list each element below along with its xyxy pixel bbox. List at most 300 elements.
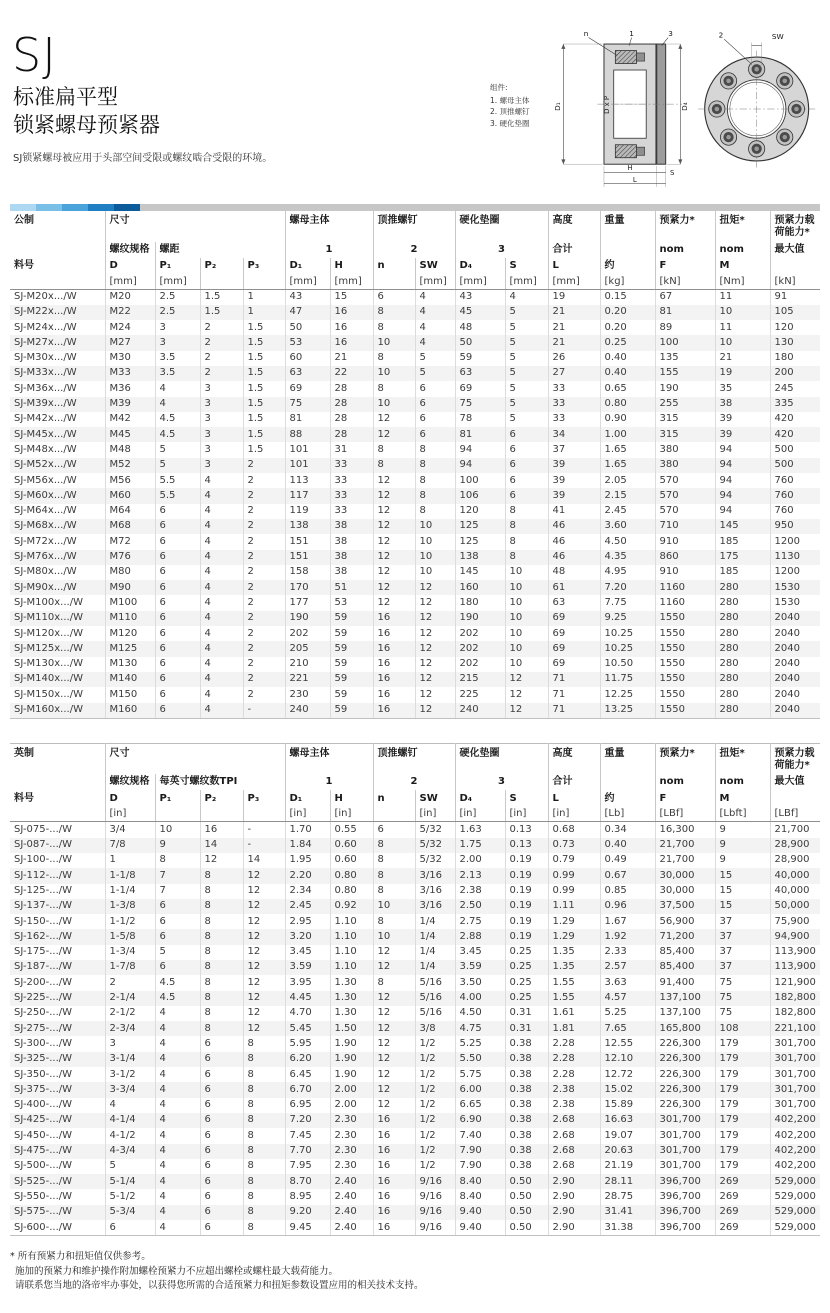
value-cell: 12 — [373, 1052, 415, 1067]
col-group-jackbolt: 顶推螺钉 — [373, 743, 455, 774]
subhead-preload-nom: nom — [655, 774, 715, 790]
value-cell: 12 — [415, 672, 455, 687]
value-cell: 8 — [373, 442, 415, 457]
value-cell: 106 — [455, 488, 505, 503]
value-cell: 6 — [415, 412, 455, 427]
value-cell: 0.25 — [505, 975, 548, 990]
value-cell: 16 — [330, 335, 373, 350]
table-row — [10, 853, 820, 868]
value-cell: 22 — [330, 366, 373, 381]
value-cell: 6 — [155, 899, 200, 914]
value-cell: 34 — [548, 427, 600, 442]
value-cell: 10 — [505, 626, 548, 641]
value-cell: 53 — [330, 595, 373, 610]
value-cell: 0.38 — [505, 1144, 548, 1159]
value-cell: 0.25 — [505, 991, 548, 1006]
table-row — [10, 991, 820, 1006]
part-number-cell: SJ-300-.../W — [10, 1036, 105, 1051]
value-cell: M42 — [105, 412, 155, 427]
subhead-max: 最大值 — [774, 243, 805, 255]
value-cell: 12 — [243, 945, 285, 960]
value-cell: 1.61 — [548, 1006, 600, 1021]
value-cell: 6 — [155, 960, 200, 975]
value-cell: 301,700 — [655, 1144, 715, 1159]
value-cell: 4 — [200, 473, 243, 488]
value-cell: 6.90 — [455, 1113, 505, 1128]
value-cell: 3.50 — [455, 975, 505, 990]
table-row — [10, 1189, 820, 1204]
symbol-H: H — [330, 790, 373, 806]
value-cell: 60 — [285, 351, 330, 366]
value-cell: 5/32 — [415, 853, 455, 868]
value-cell: 4 — [200, 611, 243, 626]
unit-cell: [Nm] — [715, 274, 770, 290]
unit-cell: [kN] — [655, 274, 715, 290]
value-cell: 15 — [715, 868, 770, 883]
part-number-header: 料号 — [10, 258, 105, 274]
symbol-D: D — [105, 258, 155, 274]
value-cell: 2.68 — [548, 1128, 600, 1143]
value-cell: 1.5 — [243, 412, 285, 427]
value-cell: 26 — [548, 351, 600, 366]
value-cell: 28,900 — [774, 854, 810, 866]
value-cell: 3 — [155, 335, 200, 350]
value-cell: 1200 — [774, 535, 800, 547]
value-cell: 2.00 — [330, 1098, 373, 1113]
value-cell: 12 — [505, 703, 548, 719]
value-cell: 3 — [200, 381, 243, 396]
value-cell: 59 — [330, 657, 373, 672]
unit-cell — [373, 806, 415, 822]
value-cell: 200 — [774, 367, 794, 379]
value-cell: 4 — [155, 1082, 200, 1097]
value-cell: 75 — [285, 397, 330, 412]
value-cell: 7/8 — [105, 838, 155, 853]
value-cell: 6 — [200, 1113, 243, 1128]
value-cell: 94,900 — [774, 930, 810, 942]
table-row — [10, 412, 820, 427]
value-cell: 10 — [415, 519, 455, 534]
value-cell: 0.38 — [505, 1128, 548, 1143]
value-cell: 9.40 — [455, 1205, 505, 1220]
value-cell: 2-1/4 — [105, 991, 155, 1006]
value-cell: 10 — [373, 397, 415, 412]
table-row — [10, 595, 820, 610]
value-cell: 0.13 — [505, 838, 548, 853]
value-cell: 119 — [285, 504, 330, 519]
subhead-washer-no: 3 — [455, 242, 548, 258]
symbol-approx: 约 — [600, 790, 655, 806]
value-cell: 2.05 — [600, 473, 655, 488]
value-cell: 2.28 — [548, 1052, 600, 1067]
value-cell: 138 — [455, 550, 505, 565]
value-cell: 21 — [548, 320, 600, 335]
value-cell: 69 — [285, 381, 330, 396]
col-group-preload: 预紧力* — [655, 211, 715, 242]
value-cell: 71 — [548, 672, 600, 687]
value-cell: 1.30 — [330, 991, 373, 1006]
footnote-line: * 所有预紧力和扭矩值仅供参考。 — [10, 1251, 151, 1263]
subhead-screw-no: 2 — [373, 774, 455, 790]
symbol-D4: D₄ — [455, 258, 505, 274]
part-number-cell: SJ-M100x.../W — [10, 595, 105, 610]
value-cell: 50,000 — [774, 900, 810, 912]
part-number-cell: SJ-M20x.../W — [10, 289, 105, 305]
part-number-cell: SJ-125-.../W — [10, 884, 105, 899]
col-group-size: 尺寸 — [105, 743, 285, 774]
value-cell: 113,900 — [774, 961, 816, 973]
value-cell: 12 — [373, 473, 415, 488]
value-cell: 4 — [200, 550, 243, 565]
unit-cell: [mm] — [285, 274, 330, 290]
col-group-size: 尺寸 — [105, 211, 285, 242]
part-number-cell: SJ-325-.../W — [10, 1052, 105, 1067]
legend-item: 3. 硬化垫圈 — [490, 118, 530, 128]
table-row — [10, 914, 820, 929]
value-cell: 8 — [200, 960, 243, 975]
value-cell: 179 — [715, 1144, 770, 1159]
value-cell: 16 — [330, 320, 373, 335]
value-cell: M160 — [105, 703, 155, 719]
value-cell: 1.10 — [330, 929, 373, 944]
value-cell: 5 — [505, 320, 548, 335]
value-cell: 4 — [155, 1021, 200, 1036]
value-cell: 3/16 — [415, 884, 455, 899]
value-cell: 4 — [155, 1128, 200, 1143]
value-cell: 0.19 — [505, 914, 548, 929]
value-cell: 1/2 — [415, 1113, 455, 1128]
value-cell: 12 — [243, 929, 285, 944]
value-cell: 6 — [200, 1128, 243, 1143]
value-cell: 9.40 — [455, 1220, 505, 1236]
value-cell: 280 — [715, 611, 770, 626]
value-cell: 71 — [548, 687, 600, 702]
value-cell: 151 — [285, 534, 330, 549]
value-cell: 301,700 — [655, 1113, 715, 1128]
value-cell: 2 — [243, 641, 285, 656]
value-cell: 8 — [415, 442, 455, 457]
value-cell: 1130 — [774, 551, 800, 563]
part-number-cell: SJ-M60x.../W — [10, 488, 105, 503]
value-cell: 2.5 — [155, 305, 200, 320]
value-cell: 1.29 — [548, 914, 600, 929]
legend-item: 2. 顶推螺钉 — [490, 107, 530, 117]
subhead-max: 最大值 — [774, 776, 805, 788]
table-row — [10, 1098, 820, 1113]
value-cell: - — [243, 703, 285, 719]
value-cell: 94 — [715, 504, 770, 519]
value-cell: 39 — [548, 488, 600, 503]
value-cell: 10 — [373, 366, 415, 381]
part-number-cell: SJ-M72x.../W — [10, 534, 105, 549]
value-cell: 2.28 — [548, 1067, 600, 1082]
unit-cell — [200, 806, 243, 822]
value-cell: 4.5 — [155, 427, 200, 442]
part-number-cell: SJ-M160x.../W — [10, 703, 105, 719]
value-cell: 6 — [155, 626, 200, 641]
dim-d4-label: D₄ — [679, 102, 689, 111]
callout-1-label: 1 — [629, 28, 634, 38]
value-cell: 6 — [505, 458, 548, 473]
unit-cell: [mm] — [415, 274, 455, 290]
value-cell: 8 — [373, 458, 415, 473]
value-cell: 4 — [155, 1220, 200, 1236]
value-cell: 3 — [105, 1036, 155, 1051]
symbol-S: S — [505, 258, 548, 274]
value-cell: 12 — [415, 626, 455, 641]
value-cell: 396,700 — [655, 1174, 715, 1189]
value-cell: 1/2 — [415, 1128, 455, 1143]
value-cell: 39 — [715, 427, 770, 442]
value-cell: M27 — [105, 335, 155, 350]
value-cell: 28,900 — [774, 839, 810, 851]
value-cell: 51 — [330, 580, 373, 595]
value-cell: 0.60 — [330, 838, 373, 853]
value-cell: 1.50 — [330, 1021, 373, 1036]
value-cell: 13.25 — [600, 703, 655, 719]
value-cell: 1.55 — [548, 975, 600, 990]
value-cell: 48 — [455, 320, 505, 335]
value-cell: 2 — [105, 975, 155, 990]
part-number-cell: SJ-162-.../W — [10, 929, 105, 944]
table-row — [10, 565, 820, 580]
part-number-cell: SJ-550-.../W — [10, 1189, 105, 1204]
value-cell: 190 — [655, 381, 715, 396]
value-cell: 125 — [455, 534, 505, 549]
value-cell: 240 — [285, 703, 330, 719]
value-cell: 15.02 — [600, 1082, 655, 1097]
symbol-L: L — [548, 790, 600, 806]
value-cell: 11 — [715, 289, 770, 305]
value-cell: 8 — [415, 488, 455, 503]
value-cell: 301,700 — [655, 1128, 715, 1143]
value-cell: 15 — [715, 899, 770, 914]
value-cell: 12 — [200, 853, 243, 868]
value-cell: 1.35 — [548, 960, 600, 975]
value-cell: 5 — [155, 442, 200, 457]
value-cell: 6 — [155, 703, 200, 719]
table-row — [10, 473, 820, 488]
value-cell: 1550 — [655, 626, 715, 641]
value-cell: M72 — [105, 534, 155, 549]
value-cell: 0.99 — [548, 884, 600, 899]
value-cell: 280 — [715, 703, 770, 719]
value-cell: 1.70 — [285, 822, 330, 838]
part-number-cell: SJ-137-.../W — [10, 899, 105, 914]
value-cell: 2 — [243, 534, 285, 549]
table-row — [10, 351, 820, 366]
value-cell: 10.25 — [600, 641, 655, 656]
value-cell: 3.60 — [600, 519, 655, 534]
metric-table — [10, 211, 820, 719]
value-cell: 8 — [200, 1006, 243, 1021]
value-cell: 9 — [715, 853, 770, 868]
value-cell: 16,300 — [655, 822, 715, 838]
value-cell: 10.25 — [600, 626, 655, 641]
value-cell: 41 — [548, 504, 600, 519]
value-cell: 0.15 — [600, 289, 655, 305]
value-cell: 10 — [373, 929, 415, 944]
value-cell: 5.5 — [155, 473, 200, 488]
value-cell: 1.10 — [330, 945, 373, 960]
value-cell: 12 — [415, 687, 455, 702]
value-cell: 7 — [155, 884, 200, 899]
value-cell: 37 — [715, 929, 770, 944]
value-cell: 12 — [415, 641, 455, 656]
part-number-cell: SJ-425-.../W — [10, 1113, 105, 1128]
value-cell: 10 — [415, 534, 455, 549]
value-cell: M120 — [105, 626, 155, 641]
value-cell: M68 — [105, 519, 155, 534]
value-cell: 21,700 — [774, 823, 810, 835]
value-cell: 6 — [200, 1189, 243, 1204]
value-cell: 202 — [455, 626, 505, 641]
value-cell: 7.20 — [600, 580, 655, 595]
value-cell: 179 — [715, 1098, 770, 1113]
brand-bar-segment — [88, 204, 114, 211]
value-cell: 226,300 — [655, 1052, 715, 1067]
value-cell: 180 — [455, 595, 505, 610]
value-cell: 4 — [200, 565, 243, 580]
table-row — [10, 1159, 820, 1174]
value-cell: 47 — [285, 305, 330, 320]
value-cell: 12 — [243, 914, 285, 929]
value-cell: 121,900 — [774, 976, 816, 988]
value-cell: 8 — [155, 853, 200, 868]
value-cell: 10 — [715, 335, 770, 350]
part-number-cell: SJ-275-.../W — [10, 1021, 105, 1036]
value-cell: 14 — [200, 838, 243, 853]
value-cell: 135 — [655, 351, 715, 366]
part-number-cell: SJ-525-.../W — [10, 1174, 105, 1189]
value-cell: 8 — [243, 1205, 285, 1220]
table-row — [10, 822, 820, 838]
value-cell: 301,700 — [774, 1068, 816, 1080]
value-cell: - — [243, 838, 285, 853]
value-cell: 1-1/8 — [105, 868, 155, 883]
value-cell: 221 — [285, 672, 330, 687]
value-cell: 6.45 — [285, 1067, 330, 1082]
value-cell: 12 — [243, 899, 285, 914]
value-cell: 91 — [774, 291, 788, 302]
value-cell: 0.38 — [505, 1052, 548, 1067]
value-cell: 6 — [415, 397, 455, 412]
value-cell: 6 — [155, 550, 200, 565]
value-cell: 2.57 — [600, 960, 655, 975]
part-number-cell: SJ-600-.../W — [10, 1220, 105, 1236]
table-row — [10, 626, 820, 641]
value-cell: 0.19 — [505, 868, 548, 883]
value-cell: 10 — [505, 611, 548, 626]
part-number-cell: SJ-M110x.../W — [10, 611, 105, 626]
value-cell: 94 — [455, 442, 505, 457]
jackbolt-tip-bottom — [636, 147, 644, 155]
value-cell: 4.5 — [155, 991, 200, 1006]
value-cell: 12 — [373, 1082, 415, 1097]
value-cell: 1.30 — [330, 1006, 373, 1021]
value-cell: 21 — [715, 351, 770, 366]
value-cell: 3 — [200, 412, 243, 427]
value-cell: 1.11 — [548, 899, 600, 914]
col-group-preload: 预紧力* — [655, 743, 715, 774]
product-subtitle: SJ锁紧螺母被应用于头部空间受限或螺纹啮合受限的环境。 — [13, 153, 273, 165]
value-cell: 101 — [285, 458, 330, 473]
value-cell: 0.96 — [600, 899, 655, 914]
value-cell: 6 — [155, 641, 200, 656]
dim-l-label: L — [632, 176, 637, 185]
value-cell: 12 — [373, 427, 415, 442]
part-number-cell: SJ-M39x.../W — [10, 397, 105, 412]
col-group-jackbolt: 顶推螺钉 — [373, 211, 455, 242]
value-cell: 4 — [155, 1098, 200, 1113]
symbol-F: F — [655, 258, 715, 274]
value-cell: 89 — [655, 320, 715, 335]
table-row — [10, 672, 820, 687]
value-cell: 2 — [243, 550, 285, 565]
table-row — [10, 641, 820, 656]
table-row — [10, 427, 820, 442]
value-cell: 280 — [715, 626, 770, 641]
value-cell: 21,700 — [655, 853, 715, 868]
value-cell: 10 — [505, 580, 548, 595]
value-cell: 0.38 — [505, 1036, 548, 1051]
value-cell: 1.10 — [330, 960, 373, 975]
value-cell: 6 — [505, 488, 548, 503]
value-cell: 12.72 — [600, 1067, 655, 1082]
value-cell: 75 — [455, 397, 505, 412]
value-cell: 5 — [505, 351, 548, 366]
table-row — [10, 580, 820, 595]
table-row — [10, 1006, 820, 1021]
value-cell: 15 — [715, 884, 770, 899]
table-row — [10, 945, 820, 960]
value-cell: 1.5 — [243, 351, 285, 366]
symbol-blank — [770, 790, 820, 806]
value-cell: 4 — [155, 1205, 200, 1220]
callout-2-label: 2 — [718, 30, 724, 40]
value-cell: 101 — [285, 442, 330, 457]
value-cell: 113,900 — [774, 946, 816, 958]
dim-s-label: S — [670, 168, 675, 177]
value-cell: 8 — [243, 1052, 285, 1067]
table-row — [10, 381, 820, 396]
part-number-cell: SJ-M30x.../W — [10, 351, 105, 366]
value-cell: 280 — [715, 672, 770, 687]
value-cell: 6 — [373, 289, 415, 305]
value-cell: 1/2 — [415, 1144, 455, 1159]
value-cell: 6 — [200, 1220, 243, 1236]
value-cell: 10 — [373, 899, 415, 914]
col-group-washer: 硬化垫圈 — [455, 211, 548, 242]
cross-section-view — [553, 29, 689, 187]
value-cell: 6 — [155, 534, 200, 549]
value-cell: 14 — [243, 853, 285, 868]
value-cell: 5/16 — [415, 1006, 455, 1021]
value-cell: 179 — [715, 1082, 770, 1097]
value-cell: 402,200 — [774, 1129, 816, 1141]
value-cell: 3/16 — [415, 899, 455, 914]
value-cell: 61 — [548, 580, 600, 595]
value-cell: 120 — [455, 504, 505, 519]
value-cell: 2.00 — [455, 853, 505, 868]
part-number-cell: SJ-M68x.../W — [10, 519, 105, 534]
value-cell: 2 — [243, 565, 285, 580]
value-cell: 53 — [285, 335, 330, 350]
value-cell: 2 — [243, 687, 285, 702]
table-row — [10, 1036, 820, 1051]
value-cell: 5 — [505, 305, 548, 320]
value-cell: 5-1/4 — [105, 1174, 155, 1189]
